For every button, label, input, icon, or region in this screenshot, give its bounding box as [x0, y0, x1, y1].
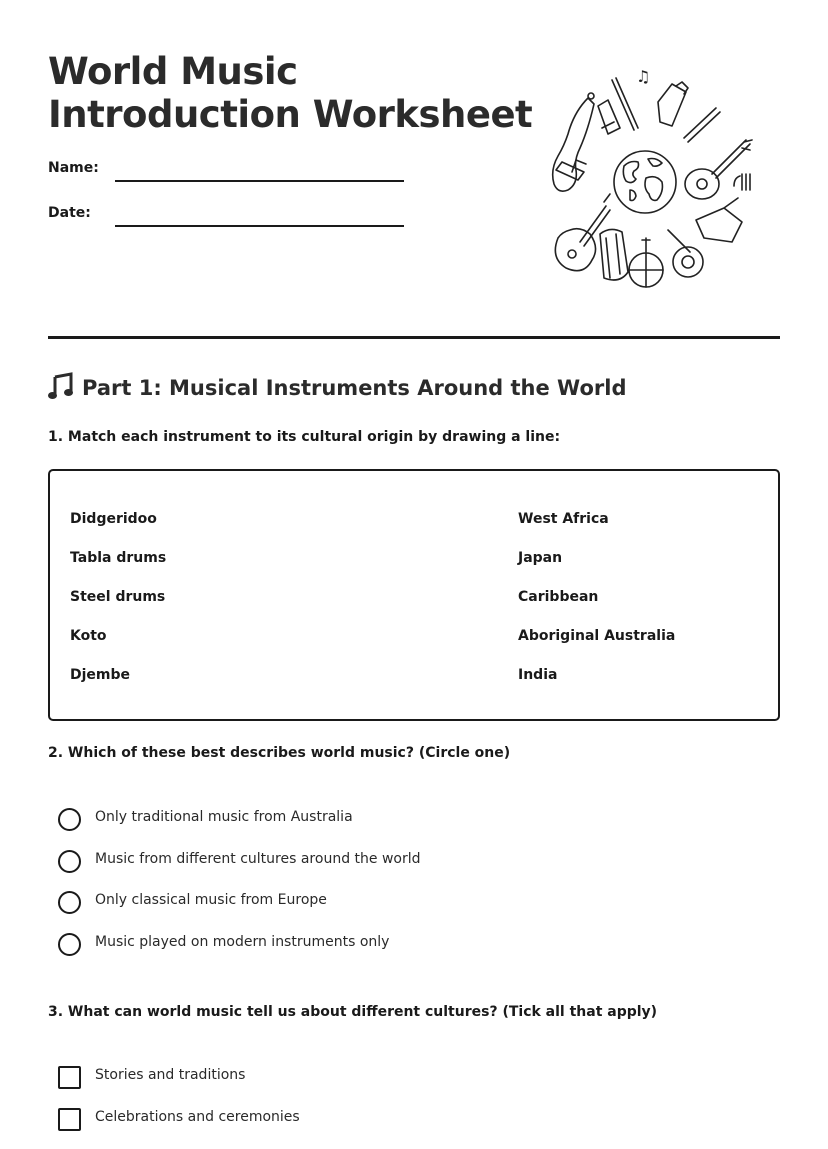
radio-circle[interactable] — [58, 808, 81, 831]
date-field[interactable] — [115, 225, 404, 227]
globe-icon — [614, 151, 676, 213]
matching-box — [48, 469, 780, 721]
horn-icon — [696, 198, 742, 242]
name-label: Name: — [48, 160, 99, 176]
origin-item[interactable]: Caribbean — [518, 589, 599, 605]
origin-item[interactable]: India — [518, 667, 558, 683]
radio-circle[interactable] — [58, 891, 81, 914]
part1-title-text: Part 1: Musical Instruments Around the World — [82, 376, 627, 400]
title-line-2: Introduction Worksheet — [48, 93, 533, 136]
tambourine-icon — [668, 230, 703, 277]
djembe-icon — [629, 238, 663, 287]
instrument-list — [70, 509, 166, 704]
part1-title — [48, 372, 626, 400]
checkbox[interactable] — [58, 1066, 81, 1089]
radio-circle[interactable] — [58, 933, 81, 956]
origin-item[interactable]: Japan — [518, 550, 563, 566]
panpipe-icon — [658, 84, 686, 126]
origin-item[interactable]: West Africa — [518, 511, 609, 527]
music-note-icon — [48, 372, 74, 400]
origin-list — [518, 509, 675, 704]
date-label: Date: — [48, 205, 91, 221]
radio-circle[interactable] — [58, 850, 81, 873]
name-field[interactable] — [115, 180, 404, 182]
page-title — [48, 50, 532, 136]
option-label: Music from different cultures around the world — [95, 850, 421, 867]
instrument-item[interactable]: Didgeridoo — [70, 511, 157, 527]
option-label: Only classical music from Europe — [95, 892, 327, 908]
shaker-icon — [598, 100, 620, 134]
checkbox[interactable] — [58, 1108, 81, 1131]
option-label: Only traditional music from Australia — [95, 809, 353, 825]
instrument-item[interactable]: Steel drums — [70, 589, 166, 605]
title-line-1: World Music — [48, 50, 298, 93]
instrument-item[interactable]: Djembe — [70, 667, 131, 683]
instrument-item[interactable]: Tabla drums — [70, 550, 167, 566]
option-label: Music played on modern instruments only — [95, 933, 390, 950]
section-divider — [48, 336, 780, 339]
world-instruments-illustration — [528, 62, 760, 294]
question-1-prompt: 1. Match each instrument to its cultural origin by drawing a line: — [48, 429, 561, 445]
question-2-prompt: 2. Which of these best describes world music? (Circle one) — [48, 745, 511, 761]
option-label: Stories and traditions — [95, 1067, 246, 1083]
bongo-icon — [556, 160, 586, 180]
stick-icon — [684, 108, 720, 142]
flute-icon — [612, 78, 638, 130]
option-label: Celebrations and ceremonies — [95, 1108, 300, 1125]
conga-drum-icon — [600, 229, 628, 280]
origin-item[interactable]: Aboriginal Australia — [518, 628, 676, 644]
music-notes-icon: ♫ — [636, 67, 651, 86]
question-3-prompt: 3. What can world music tell us about different cultures? (Tick all that apply) — [48, 1004, 658, 1020]
instrument-item[interactable]: Koto — [70, 628, 107, 644]
